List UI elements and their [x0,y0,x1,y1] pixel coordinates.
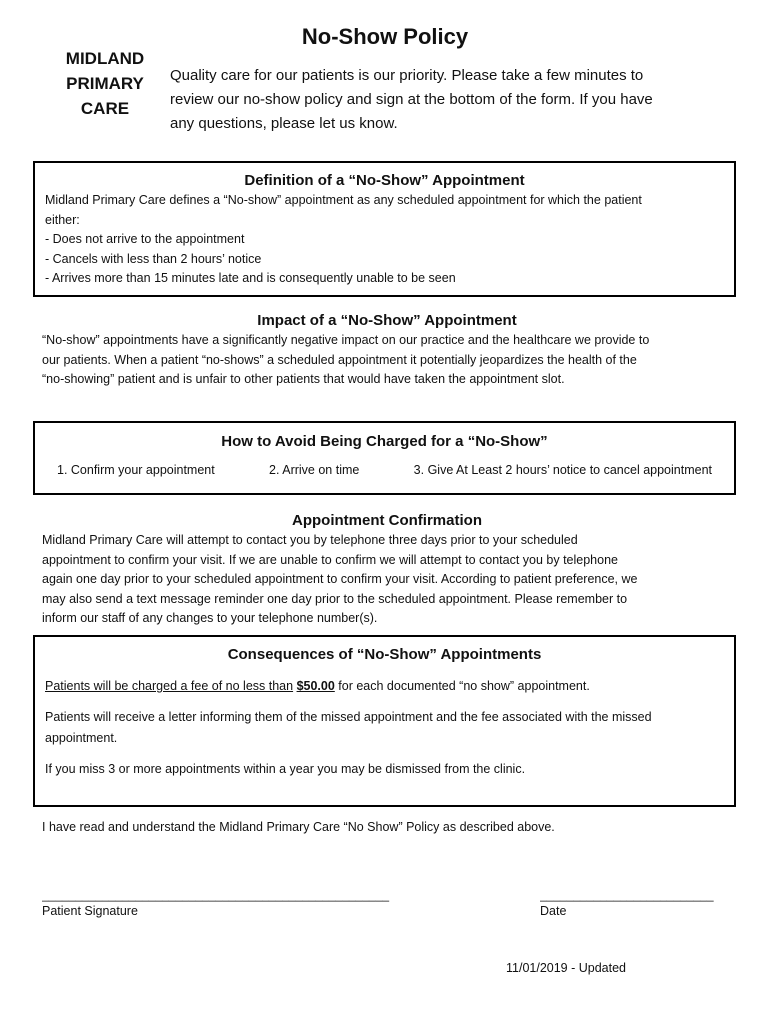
confirmation-heading: Appointment Confirmation [292,512,482,529]
fee-amount: $50.00 [296,679,335,693]
intro-line: any questions, please let us know. [170,115,398,132]
consequences-heading: Consequences of “No-Show” Appointments [227,646,542,663]
impact-line: “No-show” appointments have a significantly negative impact on our practice and the healthcare we provide to [42,333,650,347]
patient-signature-field[interactable] [42,888,422,922]
logo-line-2: PRIMARY [66,74,144,93]
confirmation-line: inform our staff of any changes to your telephone number(s). [42,611,378,625]
confirmation-line: appointment to confirm your visit. If we are unable to confirm we will attempt to contact you by telephone [42,552,618,567]
acknowledgement-text: I have read and understand the Midland Primary Care “No Show” Policy as described above. [42,820,555,834]
confirmation-section [42,511,732,629]
intro-line: review our no-show policy and sign at the bottom of the form. If you have [170,91,653,108]
clinic-logo [40,46,170,121]
fee-prefix: Patients will be charged a fee of no less than [45,679,294,693]
impact-line: our patients. When a patient “no-shows” a scheduled appointment it potentially jeopardizes the health of the [42,352,637,367]
definition-heading: Definition of a “No-Show” Appointment [244,172,525,189]
confirmation-line: may also send a text message reminder one day prior to the scheduled appointment. Please remember to [42,591,628,606]
confirmation-line: Midland Primary Care will attempt to contact you by telephone three days prior to your scheduled [42,533,578,547]
patient-signature-line: ____________________________________________________ [42,888,390,902]
fee-statement [45,676,724,697]
intro-paragraph [170,64,740,136]
definition-item: - Arrives more than 15 minutes late and is consequently unable to be seen [45,271,456,285]
date-label: Date [540,904,567,918]
impact-heading: Impact of a “No-Show” Appointment [257,312,517,329]
patient-signature-label: Patient Signature [42,904,138,918]
letter-statement: Patients will receive a letter informing them of the missed appointment and the fee associated with the missed appointment. [45,710,652,745]
logo-line-1: MIDLAND [65,49,145,68]
date-field[interactable] [540,888,730,922]
definition-item: - Cancels with less than 2 hours’ notice [45,251,262,266]
consequences-section [33,635,736,807]
fee-suffix: for each documented “no show” appointment. [334,679,590,693]
date-line: __________________________ [540,888,714,902]
page-title: No-Show Policy [301,24,469,49]
definition-line: Midland Primary Care defines a “No-show” appointment as any scheduled appointment for which the patient [45,193,642,207]
dismissal-statement: If you miss 3 or more appointments within a year you may be dismissed from the clinic. [45,762,526,776]
definition-section [33,161,736,297]
impact-section [42,311,732,390]
impact-line: “no-showing” patient and is unfair to other patients that would have taken the appointment slot. [42,372,565,386]
logo-line-3: CARE [80,99,130,118]
updated-date: 11/01/2019 - Updated [506,961,627,975]
definition-item: - Does not arrive to the appointment [45,232,245,246]
avoid-step-2: 2. Arrive on time [269,463,360,477]
intro-line: Quality care for our patients is our priority. Please take a few minutes to [170,67,644,84]
avoid-heading: How to Avoid Being Charged for a “No-Show” [221,433,548,450]
avoid-step-3: 3. Give At Least 2 hours’ notice to cancel appointment [413,463,712,477]
avoid-charge-section [33,421,736,495]
definition-line: either: [45,212,80,227]
avoid-step-1: 1. Confirm your appointment [57,463,215,477]
confirmation-line: again one day prior to your scheduled appointment to confirm your visit. According to patient preference, we [42,572,638,586]
